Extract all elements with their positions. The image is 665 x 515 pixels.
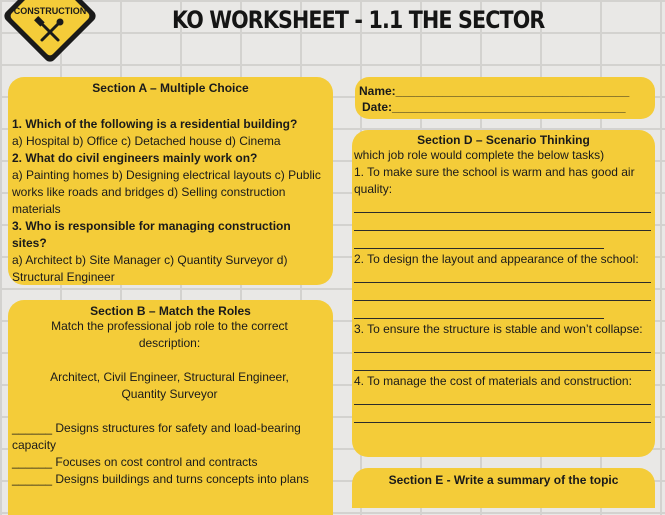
- answers-3: a) Architect b) Site Manager c) Quantity Surveyor d) Structural Engineer: [12, 253, 288, 284]
- answer-line[interactable]: [354, 390, 651, 405]
- section-d-heading: Section D – Scenario Thinking: [417, 133, 590, 147]
- role-list: Architect, Civil Engineer, Structural Engineer, Quantity Surveyor: [50, 370, 289, 401]
- answer-line[interactable]: [354, 198, 651, 213]
- sign-text: CONSTRUCTION: [13, 6, 87, 16]
- answers-2: a) Painting homes b) Designing electrical layouts c) Public works like roads and bridges d) Selling construction materials: [12, 168, 321, 216]
- answer-line[interactable]: [354, 405, 651, 423]
- section-a-heading: Section A – Multiple Choice: [92, 81, 249, 95]
- name-date-card: [355, 77, 655, 119]
- section-d-card: [352, 130, 655, 457]
- task-1: 1. To make sure the school is warm and has good air quality:: [354, 165, 635, 196]
- task-3: 3. To ensure the structure is stable and won’t collapse:: [354, 322, 643, 336]
- date-field[interactable]: Date:___________________________________: [362, 100, 626, 114]
- match-item: ______ Focuses on cost control and contracts: [12, 455, 258, 469]
- match-item: ______ Designs structures for safety and load-bearing capacity: [12, 421, 301, 452]
- answer-line[interactable]: [354, 213, 651, 231]
- answer-line[interactable]: [354, 231, 604, 249]
- task-4: 4. To manage the cost of materials and construction:: [354, 374, 632, 388]
- section-b-instruction: Match the professional job role to the correct description:: [51, 319, 288, 350]
- question-1: 1. Which of the following is a residential building?: [12, 117, 298, 131]
- answer-line[interactable]: [354, 301, 604, 319]
- section-a-card: [8, 77, 333, 285]
- task-2: 2. To design the layout and appearance of the school:: [354, 252, 639, 266]
- construction-sign-logo: [0, 0, 104, 70]
- match-item: ______ Designs buildings and turns concepts into plans: [12, 472, 309, 486]
- answer-line[interactable]: [354, 338, 651, 353]
- question-2: 2. What do civil engineers mainly work on?: [12, 151, 258, 165]
- answers-1: a) Hospital b) Office c) Detached house d) Cinema: [12, 134, 281, 148]
- name-field[interactable]: Name:___________________________________: [359, 84, 630, 98]
- question-3: 3. Who is responsible for managing construction sites?: [12, 219, 291, 250]
- answer-line[interactable]: [354, 268, 651, 283]
- section-d-intro: which job role would complete the below tasks): [354, 148, 605, 162]
- answer-line[interactable]: [354, 283, 651, 301]
- worksheet-title: KO WORKSHEET - 1.1 THE SECTOR: [172, 6, 545, 34]
- section-e-heading: Section E - Write a summary of the topic: [388, 473, 619, 487]
- section-e-card: [352, 468, 655, 508]
- section-b-heading: Section B – Match the Roles: [90, 304, 251, 318]
- answer-line[interactable]: [354, 353, 651, 371]
- section-b-card: [8, 300, 333, 515]
